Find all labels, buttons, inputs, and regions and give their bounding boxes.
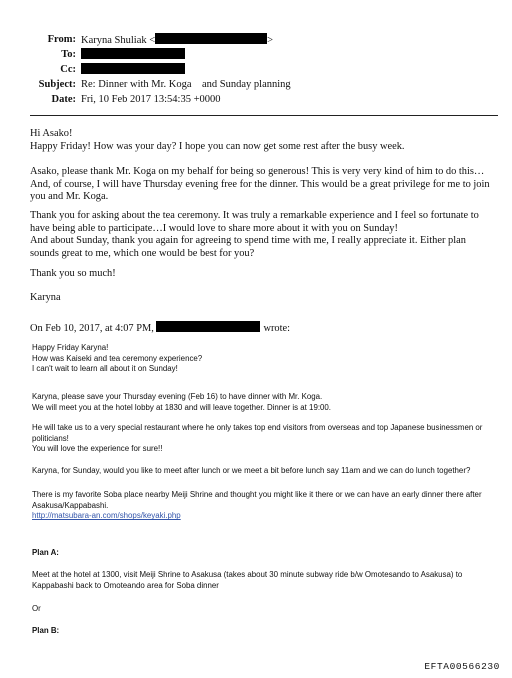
quote-wrote: wrote:: [263, 323, 290, 334]
thanks-line: Thank you so much!: [30, 268, 116, 279]
redaction-bar: [81, 63, 185, 74]
quoted-line: You will love the experience for sure!!: [32, 444, 163, 454]
tea-text: Thank you for asking about the tea ceremony. It was truly a remarkable experience and I feel so fortunate to have being able to participate…I would love to share more about it with you on Sunday!: [30, 210, 479, 234]
quoted-sunday: Karyna, for Sunday, would you like to meet after lunch or we meet a bit before lunch say 11am and we can do lunch together?: [32, 466, 471, 475]
date-label: Date:: [51, 94, 76, 105]
subject-label: Subject:: [38, 79, 76, 90]
soba-link[interactable]: http://matsubara-an.com/shops/keyaki.php: [32, 511, 181, 521]
header-divider: [30, 115, 498, 116]
quoted-soba: [32, 490, 494, 522]
or-line: Or: [32, 604, 41, 613]
quoted-line: I can't wait to learn all about it on Sunday!: [32, 364, 178, 374]
redaction-bar: [155, 33, 267, 44]
paragraph-dinner: Asako, please thank Mr. Koga on my behalf for being so generous! This is very very kind of him to do this… And, of course, I will have Thursday evening free for the dinner. This would be a great privilege for me to join you and Mr. Koga.: [30, 166, 490, 203]
to-label: To:: [61, 49, 76, 60]
quoted-restaurant: [32, 423, 494, 455]
redaction-bar: [156, 321, 260, 332]
greeting-text: Hi Asako!: [30, 128, 73, 139]
paragraph-tea: [30, 210, 495, 260]
plan-a-label: Plan A:: [32, 548, 59, 557]
greeting: [30, 128, 495, 153]
subject-value: Re: Dinner with Mr. Koga and Sunday planning: [81, 79, 291, 90]
plan-a-text: Meet at the hotel at 1300, visit Meiji Shrine to Asakusa (takes about 30 minute subway ride b/w Omotesando to Asakusa) to Kappabashi back to Omoteando area for Soba dinner: [32, 570, 463, 590]
date-value: Fri, 10 Feb 2017 13:54:35 +0000: [81, 94, 221, 105]
sender-name: Karyna Shuliak <: [81, 35, 156, 46]
from-tail: >: [267, 35, 274, 46]
quoted-opening: [32, 343, 494, 375]
plan-b-label: Plan B:: [32, 626, 60, 635]
intro-line: Happy Friday! How was your day? I hope you can now get some rest after the busy week.: [30, 140, 405, 152]
quoted-line: Karyna, please save your Thursday evening (Feb 16) to have dinner with Mr. Koga.: [32, 392, 323, 401]
quoted-thursday: [32, 392, 494, 413]
redaction-bar: [81, 48, 185, 59]
from-value: [81, 33, 273, 48]
sunday-text: And about Sunday, thank you again for agreeing to spend time with me, I really appreciate it. Either plan sounds great to me, which one would be best for you?: [30, 235, 466, 259]
quoted-line: How was Kaiseki and tea ceremony experience?: [32, 353, 203, 363]
cc-value: [81, 63, 185, 78]
signature: Karyna: [30, 292, 61, 303]
quoted-line: We will meet you at the hotel lobby at 1830 and will leave together. Dinner is at 19:00.: [32, 402, 331, 412]
quote-date: On Feb 10, 2017, at 4:07 PM,: [30, 323, 154, 334]
quoted-line: Happy Friday Karyna!: [32, 343, 109, 352]
quoted-line: He will take us to a very special restaurant where he only takes top end visitors from overseas and top Japanese businessmen or politicians!: [32, 423, 483, 443]
quote-header: [30, 321, 495, 336]
from-label: From:: [47, 34, 76, 45]
cc-label: Cc:: [60, 64, 76, 75]
to-value: [81, 48, 185, 63]
document-id: EFTA00566230: [424, 661, 500, 672]
quoted-line: There is my favorite Soba place nearby Meiji Shrine and thought you might like it there or we can have an early dinner there after Asakusa/Kappabashi.: [32, 490, 482, 510]
